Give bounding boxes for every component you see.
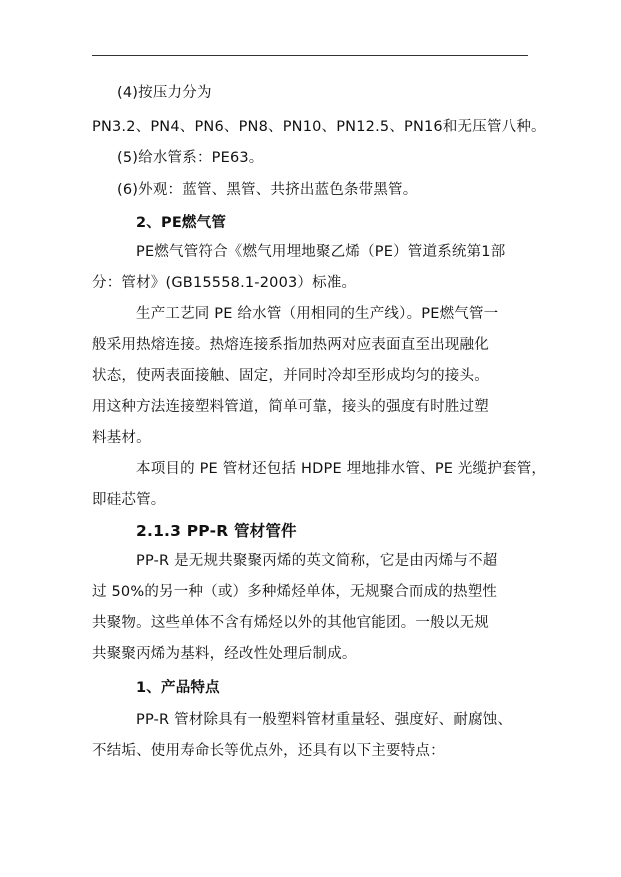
paragraph-line: 共聚物。这些单体不含有烯烃以外的其他官能团。一般以无规 [92,615,489,631]
paragraph-line: 状态，使两表面接触、固定，并同时冷却至形成均匀的接头。 [92,368,489,384]
paragraph-line: PP-R 管材除具有一般塑料管材重量轻、强度好、耐腐蚀、 [136,712,513,728]
list-item-pressure: (4)按压力分为 [117,85,212,101]
paragraph-line: 般采用热熔连接。热熔连接系指加热两对应表面直至出现融化 [92,337,489,353]
paragraph-line: 料基材。 [92,430,151,446]
list-item-appearance: (6)外观：蓝管、黑管、共挤出蓝色条带黑管。 [117,182,418,198]
paragraph-line: 生产工艺同 PE 给水管（用相同的生产线）。PE燃气管一 [136,306,499,322]
paragraph-line: 不结垢、使用寿命长等优点外，还具有以下主要特点： [92,743,445,759]
paragraph-line: 共聚聚丙烯为基料，经改性处理后制成。 [92,646,357,662]
pressure-grades-line: PN3.2、PN4、PN6、PN8、PN10、PN12.5、PN16和无压管八种。 [92,119,546,135]
paragraph-line: 本项目的 PE 管材还包括 HDPE 埋地排水管、PE 光缆护套管， [136,461,547,477]
section-heading-gas-pipe: 2、PE燃气管 [136,215,227,231]
section-heading-ppr: 2.1.3 PP-R 管材管件 [136,522,297,540]
paragraph-line: 即硅芯管。 [92,492,166,508]
section-heading-product-features: 1、产品特点 [136,680,220,696]
paragraph-line: PE燃气管符合《燃气用埋地聚乙烯（PE）管道系统第1部 [136,244,506,260]
paragraph-line: PP-R 是无规共聚聚丙烯的英文简称，它是由丙烯与不超 [136,553,498,569]
list-item-water-pipe-series: (5)给水管系：PE63。 [117,150,264,166]
header-rule [92,55,528,56]
paragraph-line: 分：管材》(GB15558.1-2003）标准。 [92,275,357,291]
paragraph-line: 过 50%的另一种（或）多种烯烃单体，无规聚合而成的热塑性 [92,584,498,600]
paragraph-line: 用这种方法连接塑料管道，简单可靠，接头的强度有时胜过塑 [92,399,489,415]
